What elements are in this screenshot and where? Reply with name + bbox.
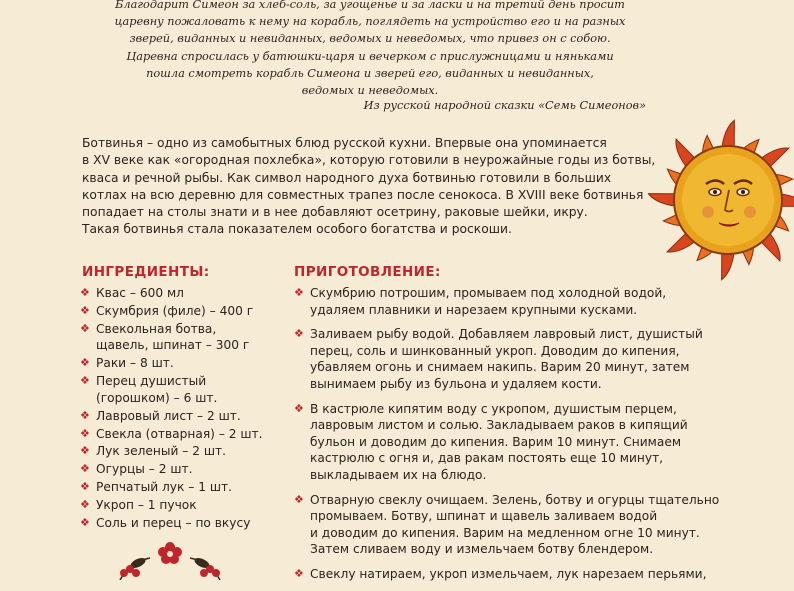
ingredient-text: Скумбрия (филе) – 400 г <box>96 303 254 318</box>
intro-text <box>82 135 656 239</box>
ingredient-text: щавель, шпинат – 300 г <box>96 338 250 353</box>
ingredient-item <box>80 443 285 460</box>
epigraph-source: Из русской народной сказки «Семь Симеонов» <box>363 99 646 112</box>
ingredient-item <box>80 515 285 532</box>
ornament-bullet-icon: ❖ <box>80 321 90 335</box>
ornament-bullet-icon: ❖ <box>80 498 90 512</box>
preparation-step-text: Скумбрию потрошим, промываем под холодной водой, <box>310 286 667 300</box>
ingredient-text: Огурцы – 2 шт. <box>96 462 193 477</box>
ingredient-item <box>80 355 285 372</box>
ornament-bullet-icon: ❖ <box>80 408 90 422</box>
preparation-step <box>294 285 704 318</box>
ingredient-item <box>80 479 285 496</box>
ingredients-title: ИНГРЕДИЕНТЫ: <box>82 264 210 280</box>
ingredient-text: Квас – 600 мл <box>96 286 184 300</box>
ornament-bullet-icon: ❖ <box>294 492 304 506</box>
ingredient-text: Раки – 8 шт. <box>96 356 174 371</box>
ornament-bullet-icon: ❖ <box>80 374 90 388</box>
ingredient-item <box>80 373 285 406</box>
preparation-step-text: убавляем огонь и снимаем накипь. Варим 20 минут, затем <box>310 360 690 375</box>
preparation-step-text: Отварную свеклу очищаем. Зелень, ботву и огурцы тщательно <box>310 492 720 507</box>
intro-line: котлах на всю деревню для совместных трапез после сенокоса. В XVIII веке ботвинья <box>82 187 644 202</box>
ingredient-text: Укроп – 1 пучок <box>96 498 197 513</box>
ingredient-item <box>80 461 285 478</box>
preparation-step <box>294 566 707 583</box>
preparation-step-text: и доводим до кипения. Варим на медленном огне 10 минут. <box>310 525 700 540</box>
preparation-step-text: В кастрюле кипятим воду с укропом, душистым перцем, <box>310 401 677 416</box>
ornament-bullet-icon: ❖ <box>80 356 90 370</box>
intro-line: кваса и речной рыбы. Как символ народного духа ботвинью готовили в больших <box>82 170 612 185</box>
preparation-step <box>294 401 704 484</box>
epigraph-line: зверей, виданных и невиданных, ведомых и неведомых, что привез он с собою. <box>129 32 611 46</box>
intro-line: Ботвинья – одно из самобытных блюд русской кухни. Впервые она упоминается <box>82 136 607 150</box>
ingredient-text: Свекольная ботва, <box>96 321 217 336</box>
preparation-step-text: лавровым листом и солью. Закладываем раков в кипящий <box>310 418 688 433</box>
folk-sun-icon <box>648 80 794 320</box>
ornament-bullet-icon: ❖ <box>80 515 90 529</box>
preparation-step-text: выкладываем их на блюдо. <box>310 467 487 482</box>
preparation-list <box>294 285 720 591</box>
ornament-bullet-icon: ❖ <box>80 303 90 317</box>
epigraph-line: царевну пожаловать к нему на корабль, поглядеть на устройство его и на разных <box>114 15 626 29</box>
preparation-title: ПРИГОТОВЛЕНИЕ: <box>294 264 441 280</box>
preparation-step-text: Затем сливаем воду и измельчаем ботву блендером. <box>310 542 654 557</box>
preparation-step <box>294 492 720 558</box>
ingredient-item <box>80 426 285 443</box>
preparation-step-text: Заливаем рыбу водой. Добавляем лавровый лист, душистый <box>310 327 703 342</box>
intro-line: попадает на столы знати и в нее добавляют осетрину, раковые шейки, икру. <box>82 205 588 220</box>
preparation-step-text: Свеклу натираем, укроп измельчаем, лук нарезаем перьями, <box>310 566 707 581</box>
ornament-bullet-icon: ❖ <box>294 327 304 341</box>
ornament-bullet-icon: ❖ <box>80 480 90 494</box>
ingredient-text: Перец душистый <box>96 374 207 389</box>
ingredient-item <box>80 408 285 425</box>
ingredient-text: Лавровый лист – 2 шт. <box>96 408 241 423</box>
ingredient-text: (горошком) – 6 шт. <box>96 390 218 405</box>
ornament-bullet-icon: ❖ <box>80 444 90 458</box>
ornament-bullet-icon: ❖ <box>294 566 304 580</box>
epigraph <box>60 0 680 99</box>
ingredient-item <box>80 321 285 354</box>
intro-line: Такая ботвинья стала показателем особого богатства и роскоши. <box>82 222 512 237</box>
preparation-step-text: вынимаем рыбу из бульона и удаляем кости. <box>310 376 602 391</box>
ingredient-text: Соль и перец – по вкусу <box>96 515 251 530</box>
preparation-step-text: удаляем плавники и нарезаем крупными кусками. <box>310 302 638 317</box>
ornament-bullet-icon: ❖ <box>294 401 304 415</box>
ornament-bullet-icon: ❖ <box>80 286 90 299</box>
ornament-bullet-icon: ❖ <box>80 426 90 440</box>
preparation-step-text: кастрюлю с огня и, дав ракам постоять еще 10 минут, <box>310 451 664 466</box>
folk-flowers-icon <box>100 535 240 580</box>
epigraph-line: Благодарит Симеон за хлеб-соль, за угощенье и за ласки и на третий день просит <box>115 0 625 11</box>
ingredient-item <box>80 497 285 514</box>
preparation-step-text: бульон и доводим до кипения. Варим 10 минут. Снимаем <box>310 434 682 449</box>
ingredient-text: Лук зеленый – 2 шт. <box>96 444 226 459</box>
ornament-bullet-icon: ❖ <box>80 462 90 476</box>
preparation-step-text: промываем. Ботву, шпинат и щавель заливаем водой <box>310 509 658 524</box>
ornament-bullet-icon: ❖ <box>294 286 304 299</box>
ingredient-text: Репчатый лук – 1 шт. <box>96 480 232 495</box>
preparation-step-text: перец, соль и шинкованный укроп. Доводим до кипения, <box>310 343 680 358</box>
epigraph-line: пошла смотреть корабль Симеона и зверей его, виданных и невиданных, <box>146 66 594 80</box>
epigraph-line: ведомых и неведомых. <box>301 84 439 98</box>
preparation-step <box>294 326 704 392</box>
ingredient-item <box>80 303 285 320</box>
ingredients-list <box>80 285 285 533</box>
epigraph-line: Царевна спросилась у батюшки-царя и вечерком с прислужницами и няньками <box>126 49 614 63</box>
ingredient-item <box>80 285 285 302</box>
intro-line: в XV веке как «огородная похлебка», которую готовили в неурожайные годы из ботвы, <box>82 153 656 168</box>
ingredient-text: Свекла (отварная) – 2 шт. <box>96 426 263 441</box>
